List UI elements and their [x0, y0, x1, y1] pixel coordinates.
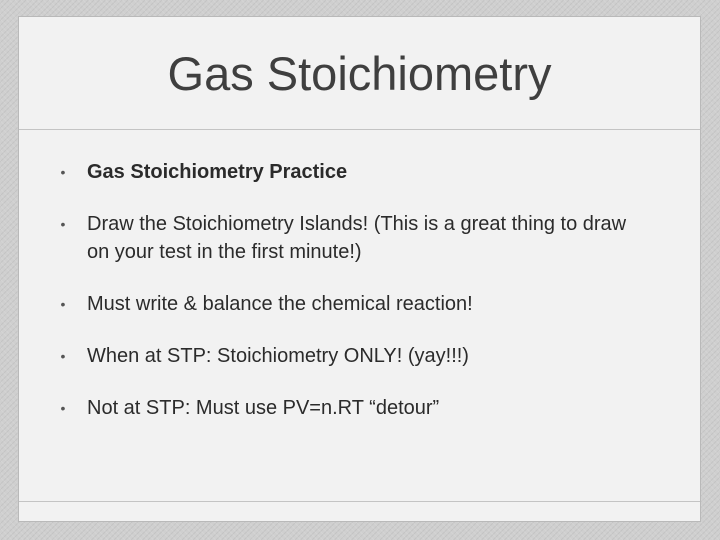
- footer-divider: [19, 501, 700, 502]
- bullet-item-islands: [56, 210, 646, 266]
- bullet-item-balance: [56, 290, 646, 318]
- title-area: [19, 17, 700, 129]
- slide-title: Gas Stoichiometry: [167, 46, 552, 100]
- bullet-text: When at STP: Stoichiometry ONLY! (yay!!!): [87, 345, 469, 367]
- title-divider: [19, 129, 700, 130]
- bullet-item-not-stp: [56, 394, 646, 422]
- bullet-text: Must write & balance the chemical reaction!: [87, 293, 473, 315]
- bullet-icon: •: [60, 164, 66, 180]
- bullet-icon: •: [60, 296, 66, 312]
- bullet-text: Gas Stoichiometry Practice: [87, 161, 348, 183]
- bullet-list: [56, 158, 646, 446]
- bullet-icon: •: [60, 216, 66, 232]
- bullet-text: Not at STP: Must use PV=n.RT “detour”: [87, 397, 440, 419]
- bullet-item-stp: [56, 342, 646, 370]
- bullet-text: Draw the Stoichiometry Islands! (This is a great thing to draw on your test in the first minute!): [87, 213, 627, 263]
- bullet-item-practice: [56, 158, 646, 186]
- bullet-icon: •: [60, 400, 66, 416]
- bullet-icon: •: [60, 348, 66, 364]
